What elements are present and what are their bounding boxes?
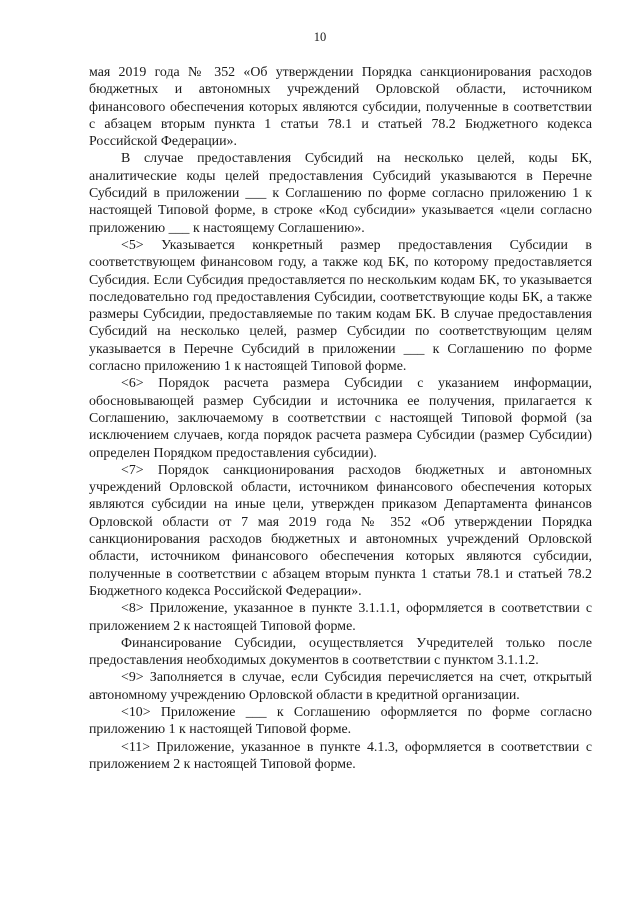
footnote-9: <9> Заполняется в случае, если Субсидия перечисляется на счет, открытый автономному учреждению Орловской области в кредитной организации.: [89, 670, 592, 703]
paragraph-financing: Финансирование Субсидии, осуществляется Учредителей только после предоставления необходимых документов в соответствии с пунктом 3.1.1.2.: [89, 635, 592, 669]
footnote-6: <6> Порядок расчета размера Субсидии с указанием информации, обосновывающей размер Субсидии и источника ее получения, прилагается к Соглашению, заключаемому в соответствии с настоящей Типовой формой (за исключением случаев, когда порядок расчета размера Субсидии (размер Субсидии) определен Порядком предоставления субсидии).: [89, 376, 592, 461]
paragraph-continuation: мая 2019 года № 352 «Об утверждении Порядка санкционирования расходов бюджетных и автономных учреждений Орловской области, источником финансового обеспечения которых являются субсидии, полученные в соответствии с абзацем вторым пункта 1 статьи 78.1 и статьей 78.2 Бюджетного кодекса Российской Федерации».: [89, 65, 592, 150]
footnote-11: <11> Приложение, указанное в пункте 4.1.3, оформляется в соответствии с приложением 2 к настоящей Типовой форме.: [89, 739, 592, 772]
page-number: 10: [313, 30, 327, 44]
footnote-7: <7> Порядок санкционирования расходов бюджетных и автономных учреждений Орловской области, источником финансового обеспечения которых являются субсидии на иные цели, утвержден приказом Департамента финансов Орловской области от 7 мая 2019 года № 352 «Об утверждении Порядка санкционирования расходов бюджетных и автономных учреждений Орловской области, источником финансового обеспечения которых являются субсидии, полученные в соответствии с абзацем вторым пункта 1 статьи 78.1 и статьей 78.2 Бюджетного кодекса Российской Федерации».: [89, 462, 592, 599]
footnote-8: <8> Приложение, указанное в пункте 3.1.1.1, оформляется в соответствии с приложением 2 к настоящей Типовой форме.: [89, 601, 592, 634]
page-body: [89, 64, 592, 773]
footnote-10: <10> Приложение ___ к Соглашению оформляется по форме согласно приложению 1 к настоящей Типовой форме.: [89, 704, 592, 738]
paragraph-multiple-purposes: В случае предоставления Субсидий на несколько целей, коды БК, аналитические коды целей предоставления Субсидий указываются в Перечне Субсидий в приложении ___ к Соглашению по форме согласно приложению 1 к настоящей Типовой форме, в строке «Код субсидии» указывается «цели согласно приложению ___ к настоящему Соглашению».: [89, 151, 592, 236]
footnote-5: <5> Указывается конкретный размер предоставления Субсидии в соответствующем финансовом году, а также код БК, по которому предоставляется Субсидия. Если Субсидия предоставляется по нескольким кодам БК, то указывается последовательно год предоставления Субсидии, соответствующие коды БК, а также размеры Субсидии, предоставляемые по таким кодам БК. В случае предоставления Субсидий на несколько целей, размер Субсидии по соответствующим целям указывается в Перечне Субсидий в приложении ___ к Соглашению по форме согласно приложению 1 к настоящей Типовой форме.: [89, 237, 592, 375]
